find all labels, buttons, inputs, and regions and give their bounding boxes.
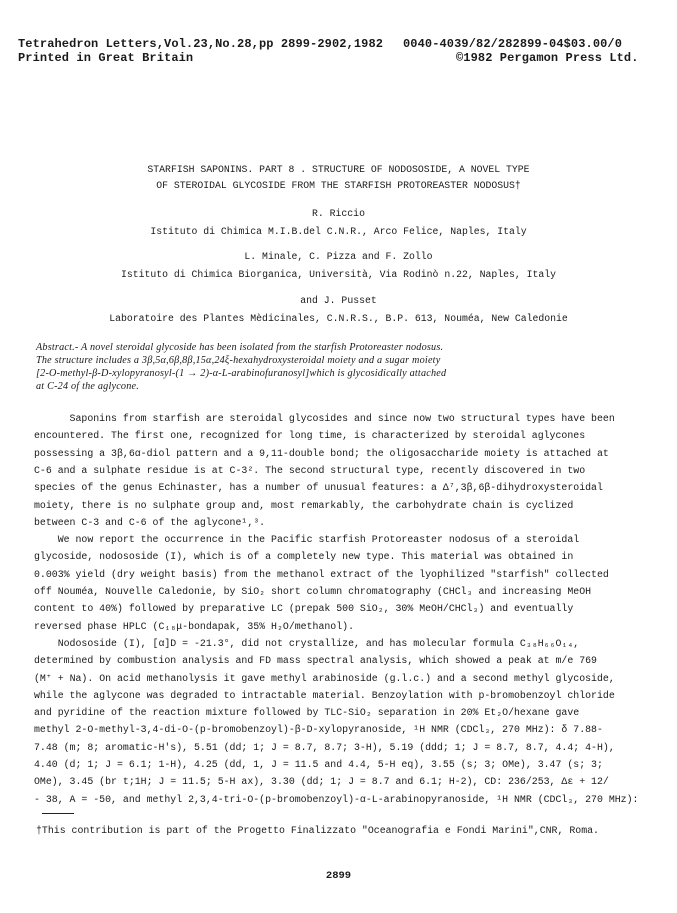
print-location: Printed in Great Britain — [18, 51, 194, 65]
body-line: reversed phase HPLC (C₁₈μ-bondapak, 35% H₂O/methanol). — [34, 620, 355, 632]
body-line: and pyridine of the reaction mixture followed by TLC-SiO₂ separation in 20% Et₂O/hexane gave — [34, 707, 580, 719]
footnote: †This contribution is part of the Progetto Finalizzato "Oceanografia e Fondi Marini",CNR, Roma. — [36, 825, 599, 836]
body-line: glycoside, nodososide (I), which is of a completely new type. This material was obtained in — [34, 551, 574, 563]
body-line: We now report the occurrence in the Pacific starfish Protoreaster nodosus of a steroidal — [34, 534, 580, 546]
body-line: off Nouméa, Nouvelle Caledonie, by SiO₂ short column chromatography (CHCl₃ and increasing MeOH — [34, 586, 592, 597]
author-names: and J. Pusset — [300, 295, 377, 306]
body-line: C-6 and a sulphate residue is at C-3². The second structural type, recently discovered in two — [34, 464, 586, 476]
article-title-line-1: STARFISH SAPONINS. PART 8 . STRUCTURE OF NODOSOSIDE, A NOVEL TYPE — [147, 164, 530, 175]
abstract-line: [2-O-methyl-β-D-xylopyranosyl-(1 → 2)-α-L-arabinofuranosyl]which is glycosidically attached — [36, 368, 447, 379]
body-line: moiety, there is no sulphate group and, most remarkably, the carbohydrate chain is cyclized — [34, 499, 574, 511]
author-names: R. Riccio — [312, 208, 365, 219]
body-line: (M⁺ + Na). On acid methanolysis it gave methyl arabinoside (g.l.c.) and a second methyl glycoside, — [34, 672, 615, 684]
body-line: - 38, A = -50, and methyl 2,3,4-tri-O-(p-bromobenzoyl)-α-L-arabinopyranoside, ¹H NMR (CDCl₃, 270 MHz): — [34, 793, 639, 805]
page-number: 2899 — [325, 870, 352, 882]
author-affiliation: Istituto di Chimica Biorganica, Università, Via Rodinò n.22, Naples, Italy — [120, 269, 557, 280]
abstract-line: The structure includes a 3β,5α,6β,8β,15α,24ξ-hexahydroxysteroidal moiety and a sugar moiety — [36, 355, 441, 366]
journal-citation: Tetrahedron Letters,Vol.23,No.28,pp 2899-2902,1982 — [18, 37, 384, 51]
article-code: 0040-4039/82/282899-04$03.00/0 — [403, 37, 623, 51]
body-line: Nodososide (I), [α]D = -21.3°, did not crystallize, and has molecular formula C₃₈H₆₆O₁₄, — [34, 637, 580, 649]
copyright-notice: ©1982 Pergamon Press Ltd. — [456, 51, 639, 65]
body-line: 4.40 (d; 1; J = 6.1; 1-H), 4.25 (dd, 1, J = 11.5 and 4.4, 5-H eq), 3.55 (s; 3; OMe), 3.47 (s; 3; — [34, 759, 603, 770]
article-title-line-2: OF STEROIDAL GLYCOSIDE FROM THE STARFISH PROTOREASTER NODOSUS† — [156, 180, 521, 191]
body-line: Saponins from starfish are steroidal glycosides and since now two structural types have been — [34, 413, 615, 424]
body-line: while the aglycone was degraded to intractable material. Benzoylation with p-bromobenzoyl chloride — [34, 689, 615, 701]
author-names: L. Minale, C. Pizza and F. Zollo — [244, 251, 433, 262]
body-line: 0.003% yield (dry weight basis) from the methanol extract of the lyophilized "starfish" collected — [34, 568, 609, 580]
body-line: determined by combustion analysis and FD mass spectral analysis, which showed a peak at m/e 769 — [34, 655, 597, 667]
author-affiliation: Istituto di Chimica M.I.B.del C.N.R., Arco Felice, Naples, Italy — [150, 226, 527, 237]
body-line: possessing a 3β,6α-diol pattern and a 9,11-double bond; the oligosaccharide moiety is attached at — [34, 447, 609, 459]
author-affiliation: Laboratoire des Plantes Mèdicinales, C.N.R.S., B.P. 613, Nouméa, New Caledonie — [109, 313, 568, 324]
body-line: species of the genus Echinaster, has a number of unusual features: a Δ⁷,3β,6β-dihydroxysteroidal — [34, 482, 603, 494]
footnote-rule — [42, 813, 74, 814]
body-line: methyl 2-O-methyl-3,4-di-O-(p-bromobenzoyl)-β-D-xylopyranoside, ¹H NMR (CDCl₃, 270 MHz): δ 7.88- — [34, 724, 603, 736]
body-line: between C-3 and C-6 of the aglycone¹,³. — [34, 516, 266, 528]
abstract-line: at C-24 of the aglycone. — [36, 381, 139, 392]
body-line: 7.48 (m; 8; aromatic-H's), 5.51 (dd; 1; J = 8.7, 8.7; 3-H), 5.19 (ddd; 1; J = 8.7, 8.7, 4.4; 4-H), — [34, 741, 615, 753]
abstract-line: Abstract.- A novel steroidal glycoside has been isolated from the starfish Protoreaster nodosus. — [36, 342, 444, 353]
body-line: encountered. The first one, recognized for long time, is characterized by steroidal aglycones — [34, 430, 586, 442]
body-line: content to 40%) followed by preparative LC (prepak 500 SiO₂, 30% MeOH/CHCl₃) and eventually — [34, 603, 574, 615]
body-line: OMe), 3.45 (br t;1H; J = 11.5; 5-H ax), 3.30 (dd; 1; J = 8.7 and 6.1; H-2), CD: 236/253, Δε + 12/ — [34, 776, 609, 788]
